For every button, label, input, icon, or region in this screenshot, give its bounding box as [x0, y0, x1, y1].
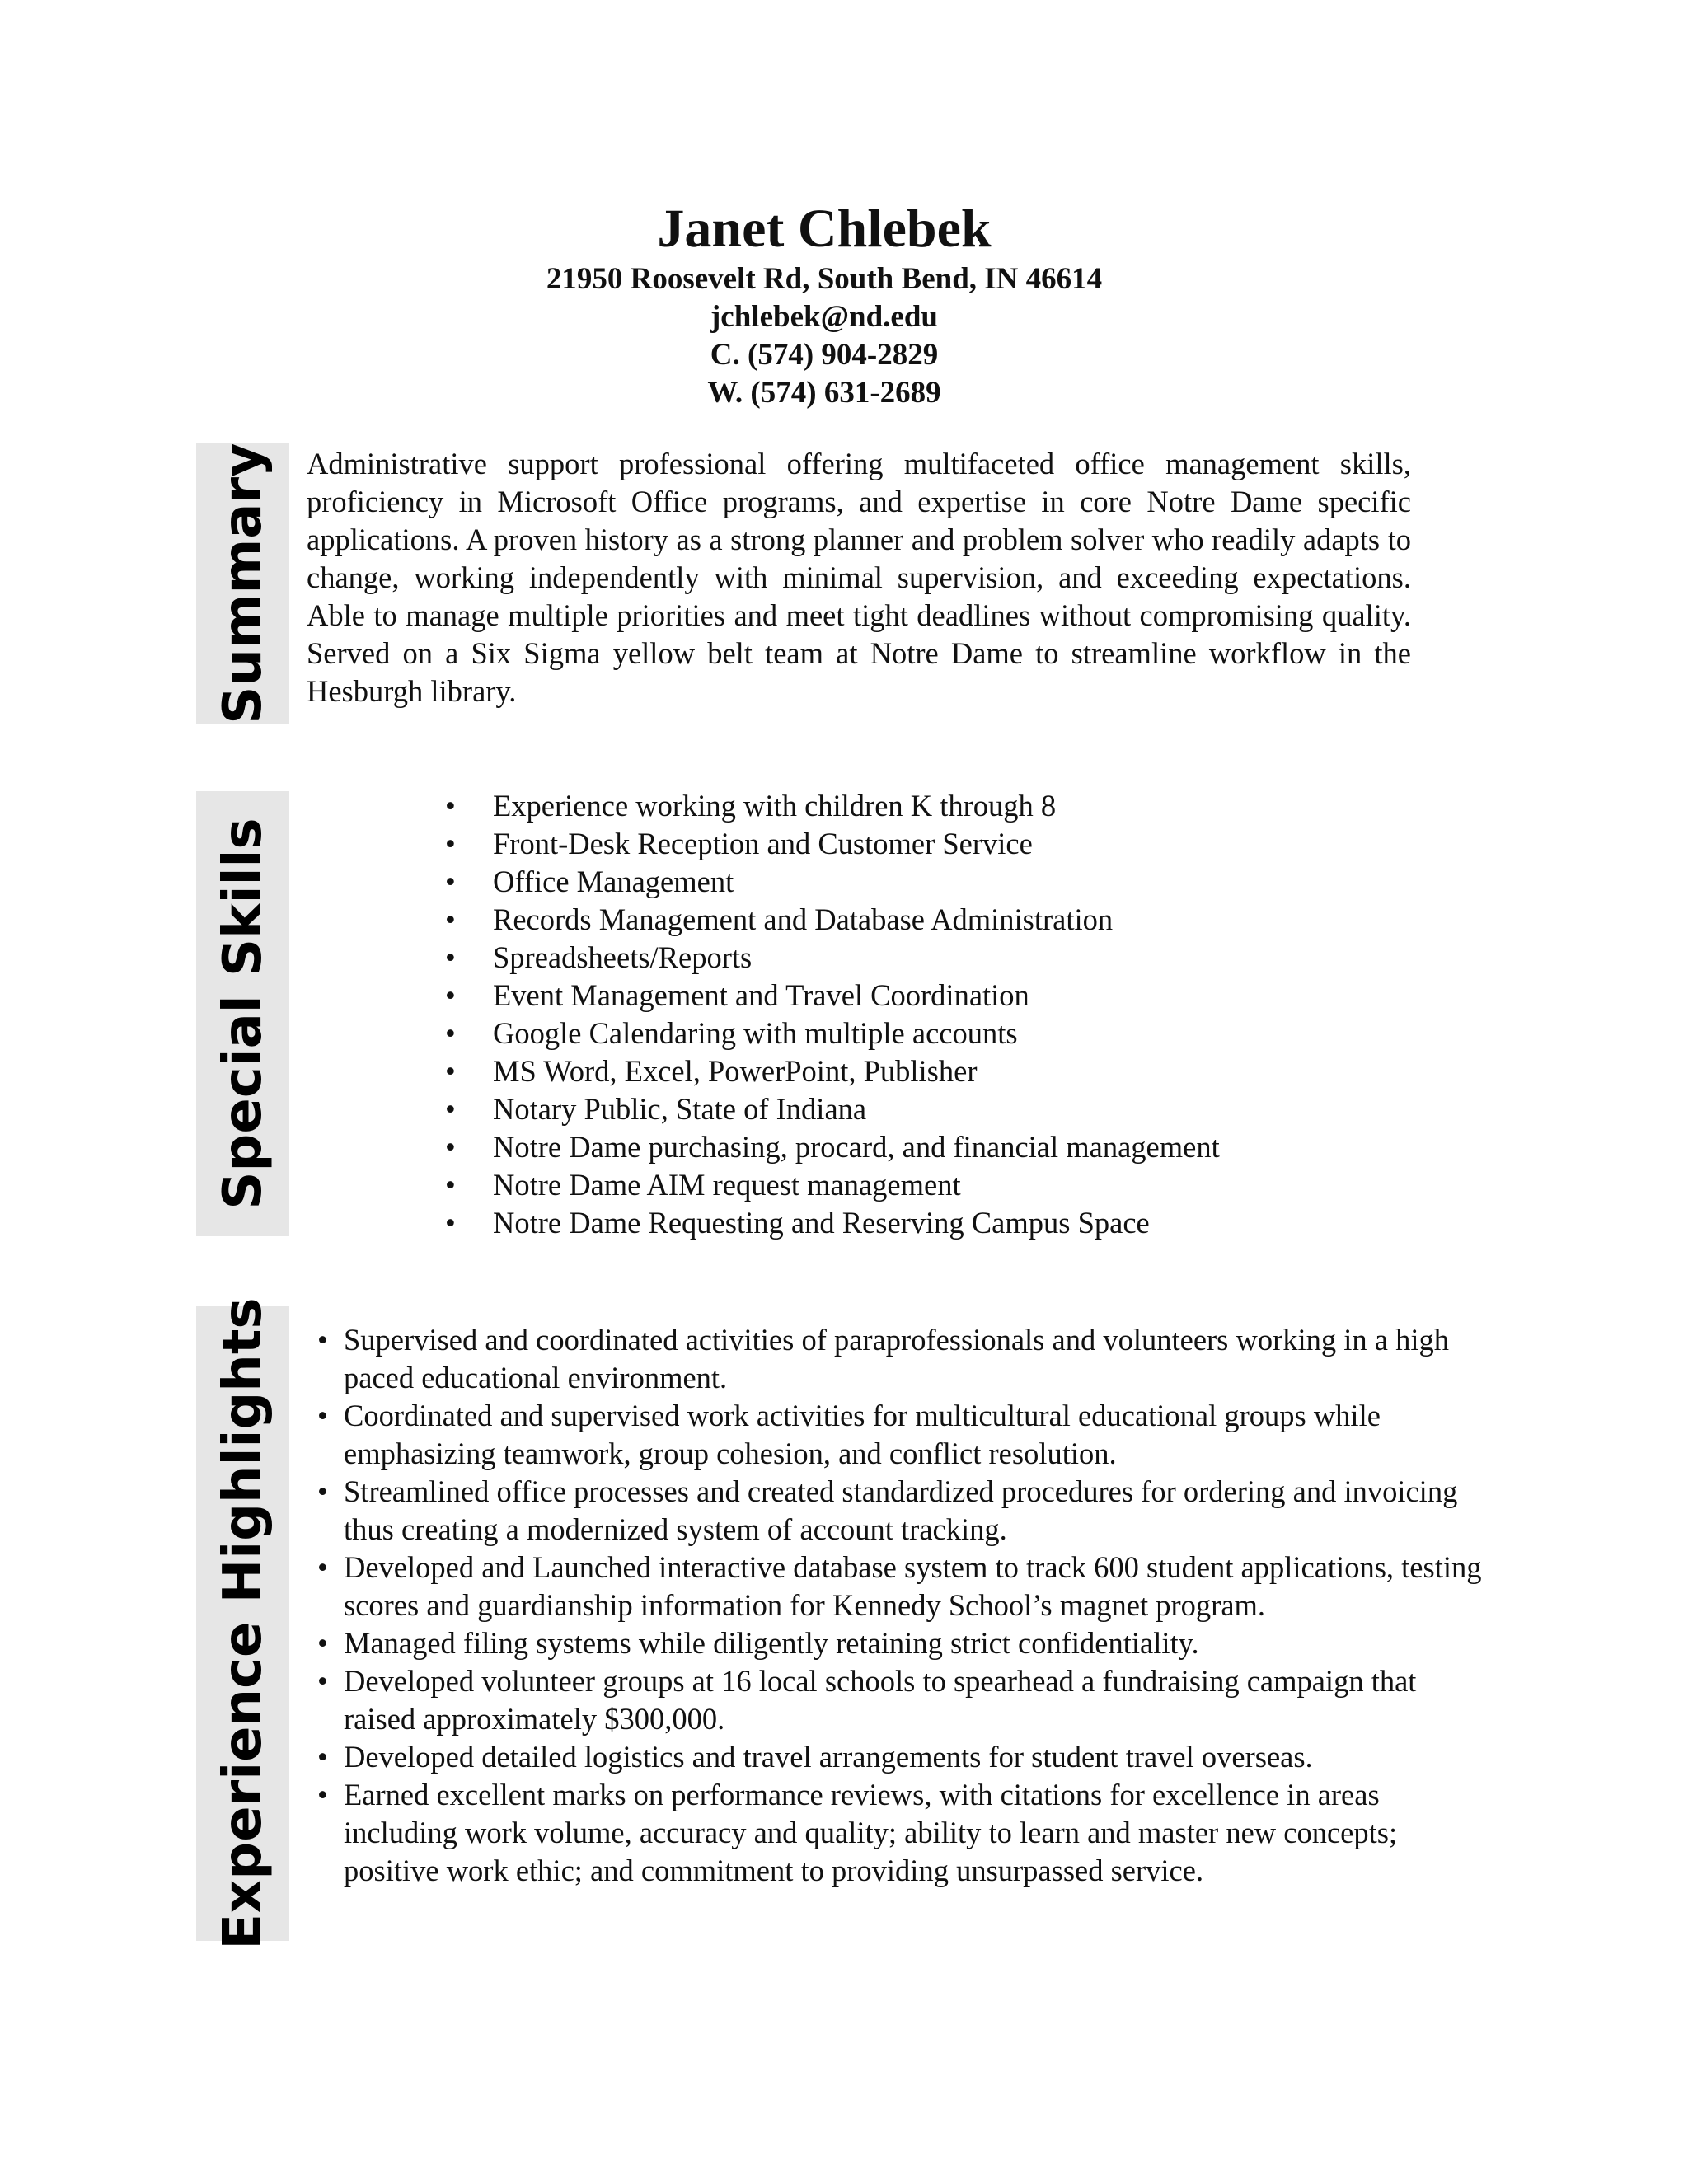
- address-line: 21950 Roosevelt Rd, South Bend, IN 46614: [546, 262, 1103, 296]
- skill-item: • Event Management and Travel Coordination: [445, 977, 1220, 1015]
- work-phone-line: W. (574) 631-2689: [707, 376, 941, 410]
- skill-item: • Notre Dame AIM request management: [445, 1166, 1220, 1204]
- skill-item: • Notre Dame purchasing, procard, and financial management: [445, 1128, 1220, 1166]
- experience-item: • Managed filing systems while diligently retaining strict confidentiality.: [317, 1624, 1484, 1662]
- experience-item: • Developed and Launched interactive database system to track 600 student applications, testing scores and guardianship information for Kennedy School’s magnet program.: [317, 1549, 1484, 1624]
- skills-list: [445, 787, 1220, 1242]
- resume-header: [0, 198, 1648, 412]
- experience-item: • Developed volunteer groups at 16 local schools to spearhead a fundraising campaign that raised approximately $300,000.: [317, 1662, 1484, 1738]
- skills-section-label: [196, 791, 289, 1236]
- skill-item: • Experience working with children K through 8: [445, 787, 1220, 825]
- experience-list: [317, 1321, 1484, 1890]
- experience-section-label: [196, 1297, 289, 1950]
- skills-label-text: Special Skills: [212, 818, 274, 1210]
- email-line: jchlebek@nd.edu: [710, 300, 938, 334]
- skill-item: • Google Calendaring with multiple accounts: [445, 1015, 1220, 1052]
- experience-item: • Streamlined office processes and created standardized procedures for ordering and invoicing thus creating a modernized system of account tracking.: [317, 1473, 1484, 1549]
- experience-item: • Developed detailed logistics and travel arrangements for student travel overseas.: [317, 1738, 1484, 1776]
- experience-item: • Earned excellent marks on performance reviews, with citations for excellence in areas including work volume, accuracy and quality; ability to learn and master new concepts; positive work ethic; and commitment to providing unsurpassed service.: [317, 1776, 1484, 1890]
- experience-item: • Supervised and coordinated activities of paraprofessionals and volunteers working in a high paced educational environment.: [317, 1321, 1484, 1397]
- summary-section-label: [196, 443, 289, 724]
- skill-item: • Spreadsheets/Reports: [445, 939, 1220, 977]
- summary-label-text: Summary: [212, 443, 274, 724]
- skill-item: • MS Word, Excel, PowerPoint, Publisher: [445, 1052, 1220, 1090]
- skill-item: • Front-Desk Reception and Customer Service: [445, 825, 1220, 863]
- experience-label-text: Experience Highlights: [212, 1297, 274, 1950]
- cell-phone-line: C. (574) 904-2829: [710, 338, 939, 372]
- summary-paragraph: Administrative support professional offering multifaceted office management skills, proficiency in Microsoft Office programs, and expertise in core Notre Dame specific applications. A proven history as a strong planner and problem solver who readily adapts to change, working independently with minimal supervision, and exceeding expectations. Able to manage multiple priorities and meet tight deadlines without compromising quality. Served on a Six Sigma yellow belt team at Notre Dame to streamline workflow in the Hesburgh library.: [307, 447, 1411, 708]
- candidate-name: Janet Chlebek: [657, 199, 992, 259]
- skill-item: • Records Management and Database Administration: [445, 901, 1220, 939]
- skill-item: • Notre Dame Requesting and Reserving Campus Space: [445, 1204, 1220, 1242]
- skill-item: • Office Management: [445, 863, 1220, 901]
- experience-item: • Coordinated and supervised work activities for multicultural educational groups while emphasizing teamwork, group cohesion, and conflict resolution.: [317, 1397, 1484, 1473]
- skill-item: • Notary Public, State of Indiana: [445, 1090, 1220, 1128]
